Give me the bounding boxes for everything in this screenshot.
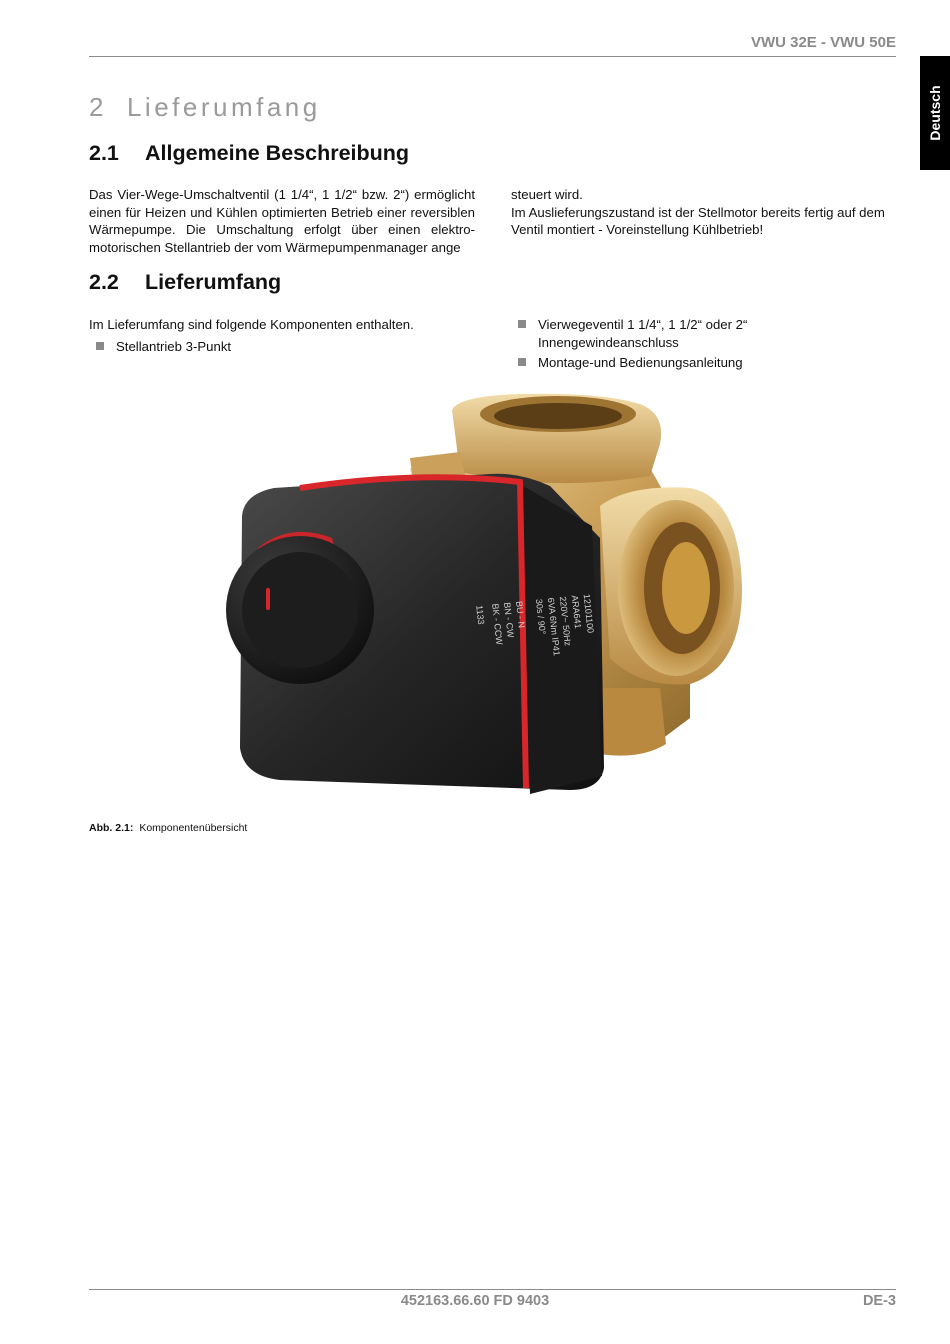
actuator-label-wire-3: BK - CCW: [490, 603, 505, 646]
header-divider: [89, 56, 896, 57]
valve-actuator-image: [220, 388, 750, 798]
chapter-title: [89, 92, 321, 123]
description-paragraph-left: Das Vier-Wege-Umschaltventil (1 1/4“, 1 1/2“ bzw. 2“) ermöglicht einen für Heizen und Kühlen optimierten Betrieb einer reversiblen Wärmepumpe. Die Umschaltung erfolgt über einen elektromotorischen Stellantrieb der vom Wärmepumpenmanager ange: [89, 187, 475, 255]
component-overview-figure: [220, 388, 750, 798]
top-port-bore: [494, 403, 622, 429]
square-bullet-icon: [518, 320, 526, 328]
section-title-text: Lieferumfang: [145, 270, 282, 294]
actuator-label-voltage: 220V~ 50Hz: [557, 595, 573, 647]
actuator-label-timing: 30s / 90°: [533, 598, 548, 635]
delivery-state-note: Im Auslieferungszustand ist der Stellmotor bereits fertig auf dem Ventil montiert - Voreinstellung Kühlbetrieb!: [511, 204, 885, 237]
chapter-number: 2: [89, 92, 107, 122]
list-item-text: Stellantrieb 3-Punkt: [116, 339, 232, 354]
actuator-label-serial: 12101100: [581, 593, 596, 634]
section-title-text: Allgemeine Beschreibung: [145, 141, 410, 165]
footer-divider: [89, 1289, 896, 1290]
scope-list-right: [511, 316, 811, 375]
square-bullet-icon: [518, 358, 526, 366]
actuator-label-code: 1133: [474, 604, 487, 625]
list-item-text: Vierwegeventil 1 1/4“, 1 1/2“ oder 2“ Innengewindeanschluss: [538, 317, 748, 350]
actuator-label-rating: 6VA 6Nm IP41: [545, 597, 562, 657]
section-number: 2.1: [89, 141, 119, 165]
figure-label: Abb. 2.1:: [89, 822, 134, 834]
scope-list-left: [89, 338, 469, 359]
section-heading-2-1: [89, 141, 409, 166]
list-item: [89, 338, 469, 356]
description-paragraph-right: [511, 186, 897, 239]
figure-caption-text: Komponentenübersicht: [139, 822, 248, 834]
section-heading-2-2: [89, 270, 281, 295]
scope-intro: Im Lieferumfang sind folgende Komponenten enthalten.: [89, 317, 414, 332]
list-item: [511, 354, 811, 372]
chapter-title-text: Lieferumfang: [126, 92, 321, 122]
list-item-text: Montage-und Bedienungsanleitung: [538, 355, 743, 370]
footer-document-number: 452163.66.60 FD 9403: [400, 1293, 550, 1309]
language-tab: [920, 56, 950, 170]
document-header-title: VWU 32E - VWU 50E: [750, 34, 896, 51]
description-continuation: steuert wird.: [511, 187, 583, 202]
footer-page-number: DE-3: [862, 1293, 896, 1309]
actuator-label-model: ARA641: [569, 594, 584, 630]
figure-caption: [89, 822, 247, 834]
language-tab-label: Deutsch: [927, 85, 943, 141]
actuator-label-wire-2: BN - CW: [502, 601, 516, 639]
section-number: 2.2: [89, 270, 119, 294]
knob-indicator: [266, 588, 270, 610]
actuator-label-wire-1: BU - N: [513, 600, 527, 629]
square-bullet-icon: [96, 342, 104, 350]
list-item: [511, 316, 811, 351]
